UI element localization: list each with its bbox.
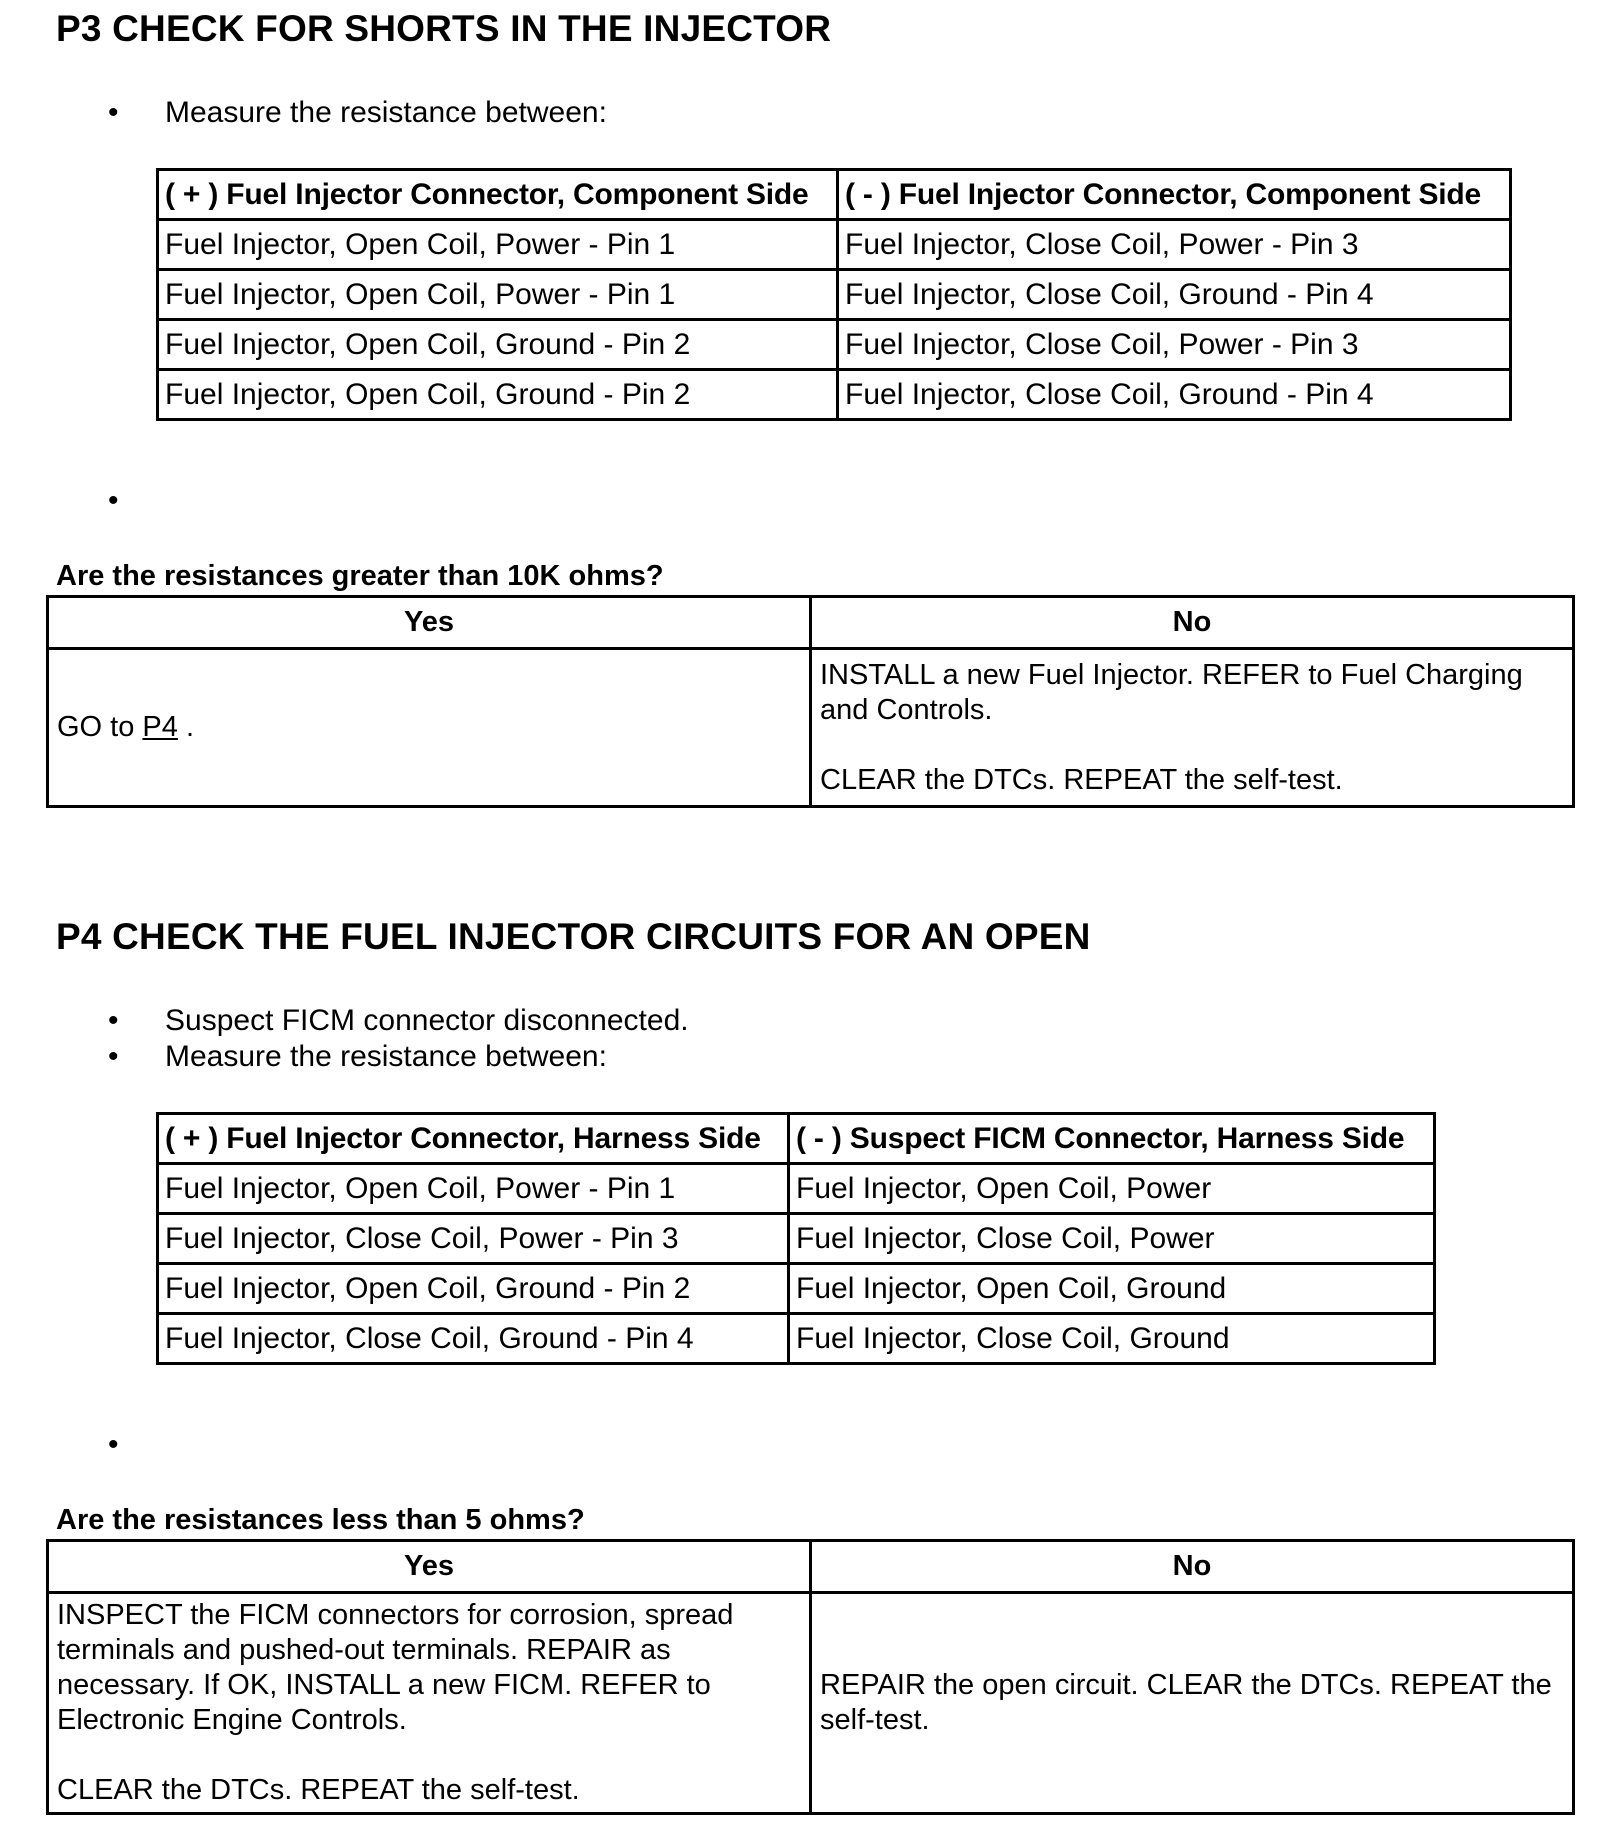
table-header-row	[48, 597, 1574, 649]
table-cell: Fuel Injector, Close Coil, Ground - Pin 4	[158, 1314, 789, 1364]
table-cell: Fuel Injector, Close Coil, Power - Pin 3	[838, 320, 1511, 370]
p4-resistance-table	[156, 1112, 1436, 1365]
table-cell: Fuel Injector, Close Coil, Power - Pin 3	[838, 220, 1511, 270]
table-row	[158, 370, 1511, 420]
no-header: No	[811, 1541, 1574, 1593]
yes-header: Yes	[48, 1541, 811, 1593]
table-cell: Fuel Injector, Open Coil, Ground - Pin 2	[158, 320, 838, 370]
p3-header-minus: ( - ) Fuel Injector Connector, Component Side	[838, 170, 1511, 220]
table-cell: Fuel Injector, Open Coil, Ground - Pin 2	[158, 1264, 789, 1314]
no-cell: INSTALL a new Fuel Injector. REFER to Fuel Charging and Controls. CLEAR the DTCs. REPEAT the self-test.	[811, 649, 1574, 807]
table-header-row	[158, 170, 1511, 220]
table-cell: Fuel Injector, Open Coil, Power - Pin 1	[158, 220, 838, 270]
no-cell: REPAIR the open circuit. CLEAR the DTCs. REPEAT the self-test.	[811, 1593, 1574, 1814]
p3-question: Are the resistances greater than 10K ohms?	[56, 560, 664, 592]
table-cell: Fuel Injector, Open Coil, Ground	[789, 1264, 1435, 1314]
table-row	[158, 320, 1511, 370]
table-row	[158, 1164, 1435, 1214]
p4-question: Are the resistances less than 5 ohms?	[56, 1504, 585, 1536]
p4-heading: P4 CHECK THE FUEL INJECTOR CIRCUITS FOR AN OPEN	[56, 916, 1091, 957]
bullet-icon: •	[108, 1004, 119, 1037]
table-cell: Fuel Injector, Open Coil, Power - Pin 1	[158, 1164, 789, 1214]
table-cell: Fuel Injector, Close Coil, Ground	[789, 1314, 1435, 1364]
p3-decision-table	[46, 595, 1575, 808]
table-row	[48, 1593, 1574, 1814]
p4-header-plus: ( + ) Fuel Injector Connector, Harness Side	[158, 1114, 789, 1164]
table-cell: Fuel Injector, Open Coil, Power - Pin 1	[158, 270, 838, 320]
table-header-row	[158, 1114, 1435, 1164]
bullet-icon: •	[108, 484, 119, 517]
p4-link[interactable]: P4	[142, 711, 178, 743]
table-row	[158, 220, 1511, 270]
p3-resistance-table	[156, 168, 1512, 421]
p4-header-minus: ( - ) Suspect FICM Connector, Harness Side	[789, 1114, 1435, 1164]
table-row	[48, 649, 1574, 807]
table-cell: Fuel Injector, Open Coil, Ground - Pin 2	[158, 370, 838, 420]
table-cell: Fuel Injector, Close Coil, Ground - Pin 4	[838, 270, 1511, 320]
table-header-row	[48, 1541, 1574, 1593]
bullet-icon: •	[108, 96, 119, 129]
yes-header: Yes	[48, 597, 811, 649]
p3-heading: P3 CHECK FOR SHORTS IN THE INJECTOR	[56, 8, 832, 49]
yes-cell: INSPECT the FICM connectors for corrosion, spread terminals and pushed-out terminals. REPAIR as necessary. If OK, INSTALL a new FICM. REFER to Electronic Engine Controls. CLEAR the DTCs. REPEAT the self-test.	[48, 1593, 811, 1814]
table-cell: Fuel Injector, Close Coil, Power - Pin 3	[158, 1214, 789, 1264]
table-row	[158, 270, 1511, 320]
p4-decision-table	[46, 1539, 1575, 1815]
bullet-icon: •	[108, 1428, 119, 1461]
p3-header-plus: ( + ) Fuel Injector Connector, Component Side	[158, 170, 838, 220]
table-row	[158, 1264, 1435, 1314]
table-row	[158, 1314, 1435, 1364]
table-cell: Fuel Injector, Open Coil, Power	[789, 1164, 1435, 1214]
table-cell: Fuel Injector, Close Coil, Power	[789, 1214, 1435, 1264]
table-row	[158, 1214, 1435, 1264]
table-cell: Fuel Injector, Close Coil, Ground - Pin 4	[838, 370, 1511, 420]
bullet-icon: •	[108, 1040, 119, 1073]
no-header: No	[811, 597, 1574, 649]
yes-cell: GO to P4 .	[48, 649, 811, 807]
